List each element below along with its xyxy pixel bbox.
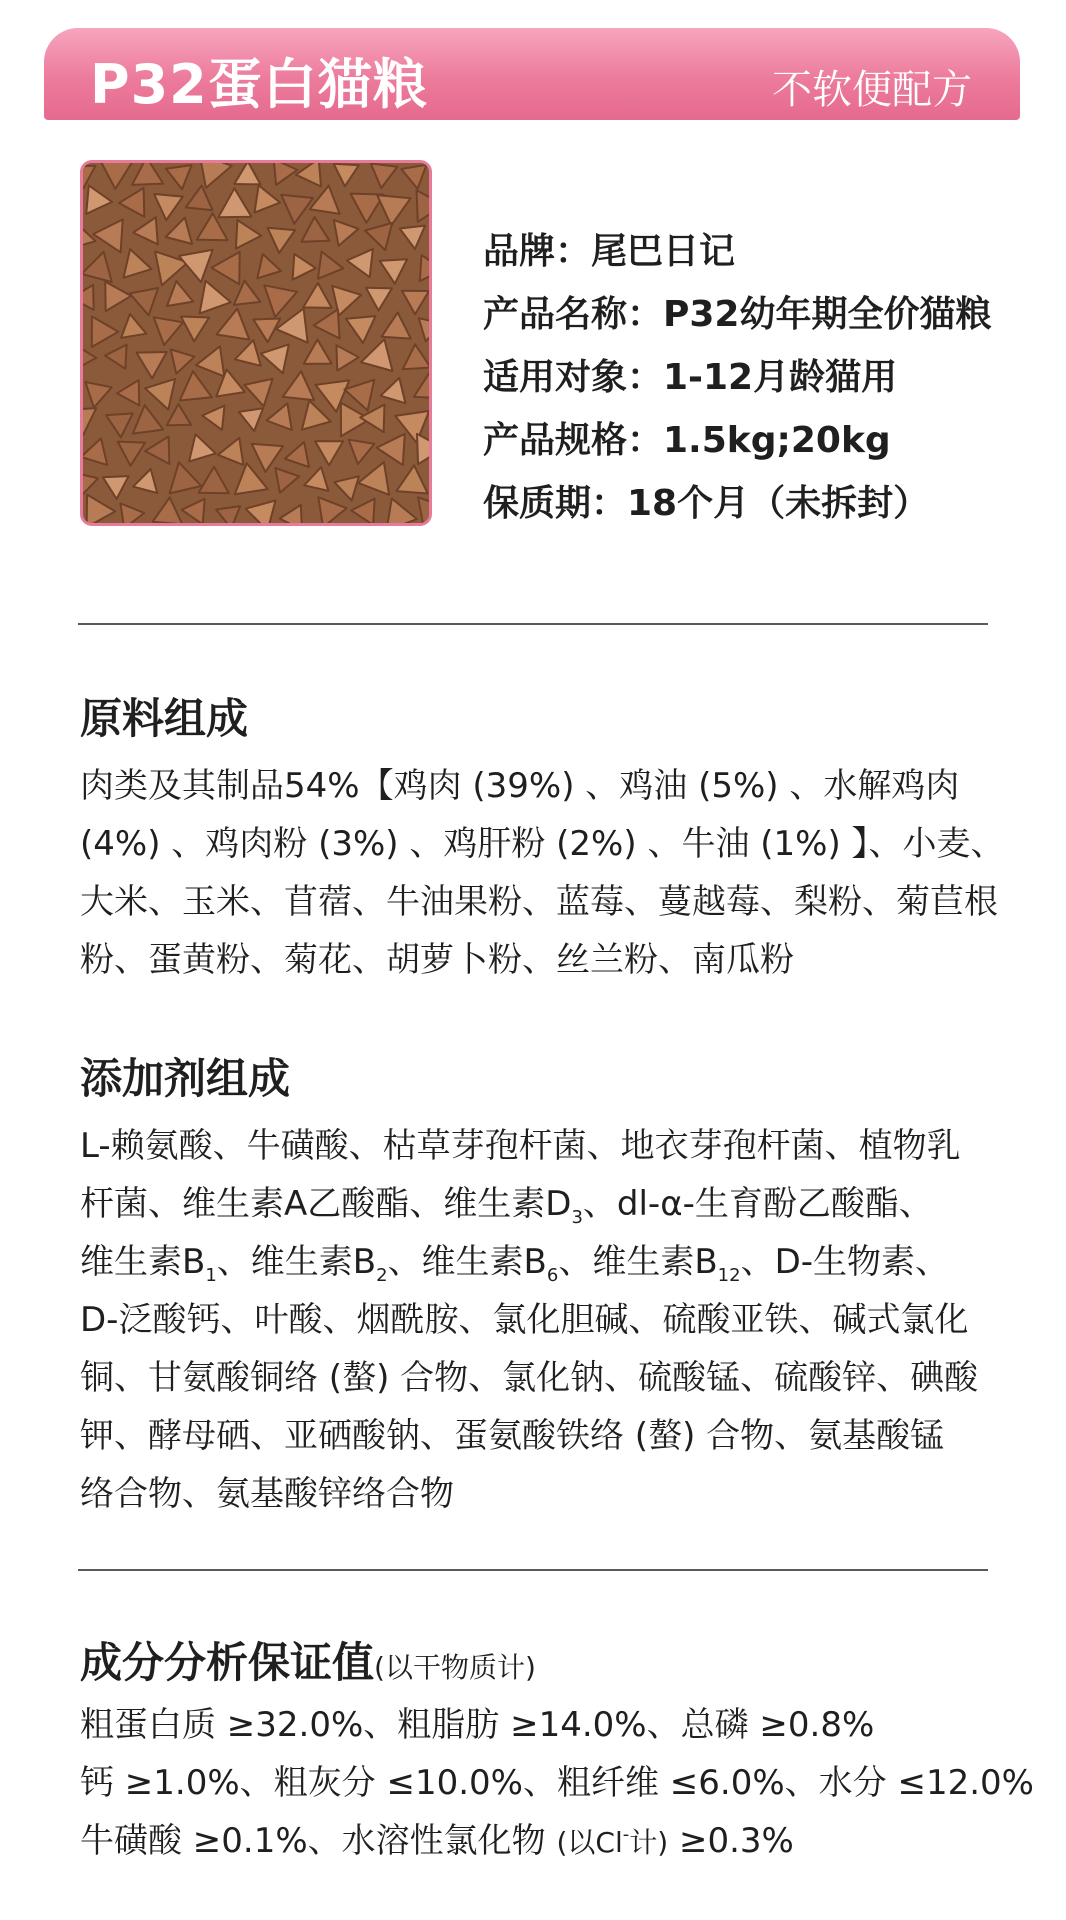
text-fragment: ≥0.3%: [668, 1821, 794, 1861]
superscript: -: [622, 1824, 630, 1845]
text-fragment: 、维生素B: [216, 1242, 377, 1282]
additives-line: [80, 1176, 933, 1228]
additives-line: 铜、甘氨酸铜络 (螯) 合物、氯化钠、硫酸锰、硫酸锌、碘酸: [80, 1358, 979, 1398]
additives-line: [80, 1234, 950, 1286]
kibble-photo-graphic: [83, 163, 429, 523]
subscript: 3: [571, 1207, 583, 1228]
subscript: 2: [376, 1265, 388, 1286]
text-fragment: 、D-生物素、: [740, 1242, 950, 1282]
text-fragment: 计): [629, 1826, 669, 1859]
analysis-title-note: (以干物质计): [374, 1651, 536, 1684]
additives-line: L-赖氨酸、牛磺酸、枯草芽孢杆菌、地衣芽孢杆菌、植物乳: [80, 1126, 961, 1166]
ingredients-line: 肉类及其制品54%【鸡肉 (39%) 、鸡油 (5%) 、水解鸡肉: [80, 766, 960, 806]
kibble-piece: [420, 255, 429, 281]
additives-line: 钾、酵母硒、亚硒酸钠、蛋氨酸铁络 (螯) 合物、氨基酸锰: [80, 1416, 945, 1456]
kibble-piece: [417, 434, 429, 464]
spec-product-name: 产品名称：P32幼年期全价猫粮: [483, 294, 992, 335]
text-fragment: 杆菌、维生素A乙酸酯、维生素D: [80, 1184, 572, 1224]
spec-sizes: 产品规格：1.5kg;20kg: [483, 420, 891, 461]
spec-brand: 品牌：尾巴日记: [483, 231, 736, 272]
text-fragment: 、维生素B: [558, 1242, 718, 1282]
subscript: 6: [546, 1265, 559, 1286]
text-fragment: 维生素B: [80, 1242, 206, 1282]
section-divider: [78, 623, 988, 625]
kibble-photo: [80, 160, 432, 526]
section-divider: [78, 1569, 988, 1571]
analysis-line: 粗蛋白质 ≥32.0%、粗脂肪 ≥14.0%、总磷 ≥0.8%: [80, 1705, 875, 1745]
text-fragment: (以Cl: [556, 1826, 623, 1859]
additives-line: 络合物、氨基酸锌络合物: [80, 1474, 454, 1514]
additives-title: 添加剂组成: [80, 1054, 291, 1103]
ingredients-line: (4%) 、鸡肉粉 (3%) 、鸡肝粉 (2%) 、牛油 (1%) 】、小麦、: [80, 824, 1005, 864]
text-fragment: 牛磺酸 ≥0.1%、水溶性氯化物: [80, 1821, 557, 1861]
product-spec-list: [483, 227, 991, 542]
analysis-title: [80, 1630, 536, 1690]
product-title: P32蛋白猫粮: [90, 53, 428, 116]
text-fragment: 、维生素B: [387, 1242, 547, 1282]
spec-shelf-life: 保质期：18个月（未拆封）: [483, 483, 930, 524]
product-formula-tag: 不软便配方: [772, 67, 972, 113]
additives-line: D-泛酸钙、叶酸、烟酰胺、氯化胆碱、硫酸亚铁、碱式氯化: [80, 1300, 969, 1340]
spec-target: 适用对象：1-12月龄猫用: [483, 357, 898, 398]
ingredients-line: 大米、玉米、苜蓿、牛油果粉、蓝莓、蔓越莓、梨粉、菊苣根: [80, 882, 998, 922]
ingredients-line: 粉、蛋黄粉、菊花、胡萝卜粉、丝兰粉、南瓜粉: [80, 940, 794, 980]
subscript: 1: [205, 1265, 217, 1286]
analysis-title-text: 成分分析保证值: [80, 1638, 375, 1687]
product-header-banner: [44, 28, 1020, 120]
text-fragment: 、dl-α-生育酚乙酸酯、: [582, 1184, 933, 1224]
ingredients-title: 原料组成: [80, 694, 249, 743]
analysis-line: 钙 ≥1.0%、粗灰分 ≤10.0%、粗纤维 ≤6.0%、水分 ≤12.0%: [80, 1763, 1034, 1803]
subscript: 12: [717, 1265, 741, 1286]
analysis-line: [80, 1813, 794, 1862]
